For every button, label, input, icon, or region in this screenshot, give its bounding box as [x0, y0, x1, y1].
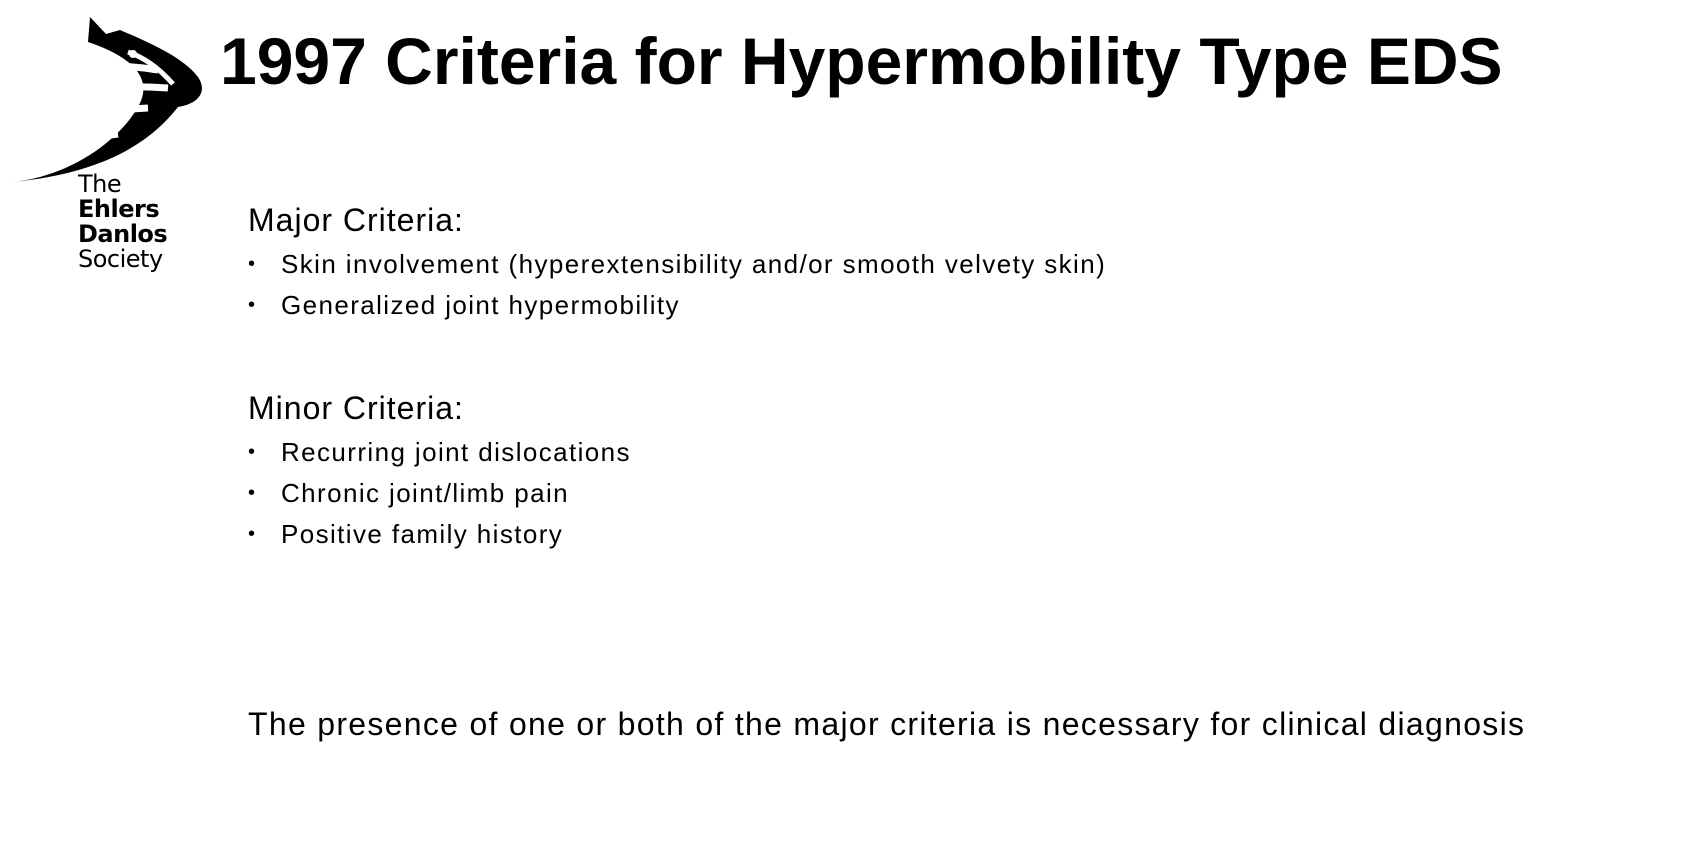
list-item: • Recurring joint dislocations [248, 432, 631, 473]
logo-line-ehlers: Ehlers [78, 195, 160, 223]
major-criteria-list [248, 244, 1106, 326]
eds-society-logo [8, 12, 208, 282]
logo-line-society: Society [78, 245, 163, 273]
list-item: • Chronic joint/limb pain [248, 473, 631, 514]
diagnosis-note: The presence of one or both of the major criteria is necessary for clinical diagnosis [248, 706, 1526, 742]
major-criteria-section [248, 200, 1106, 326]
minor-criteria-section [248, 388, 631, 555]
logo-line-danlos: Danlos [78, 220, 168, 248]
logo-line-the: The [78, 170, 122, 198]
minor-criteria-heading: Minor Criteria: [248, 390, 464, 426]
logo-wordmark [78, 172, 167, 272]
list-item: • Generalized joint hypermobility [248, 285, 1106, 326]
slide-title: 1997 Criteria for Hypermobility Type EDS [220, 24, 1503, 98]
list-item: • Positive family history [248, 514, 631, 555]
list-item: • Skin involvement (hyperextensibility and/or smooth velvety skin) [248, 244, 1106, 285]
zebra-head-icon [8, 12, 208, 187]
major-criteria-heading: Major Criteria: [248, 202, 464, 238]
minor-criteria-list [248, 432, 631, 555]
